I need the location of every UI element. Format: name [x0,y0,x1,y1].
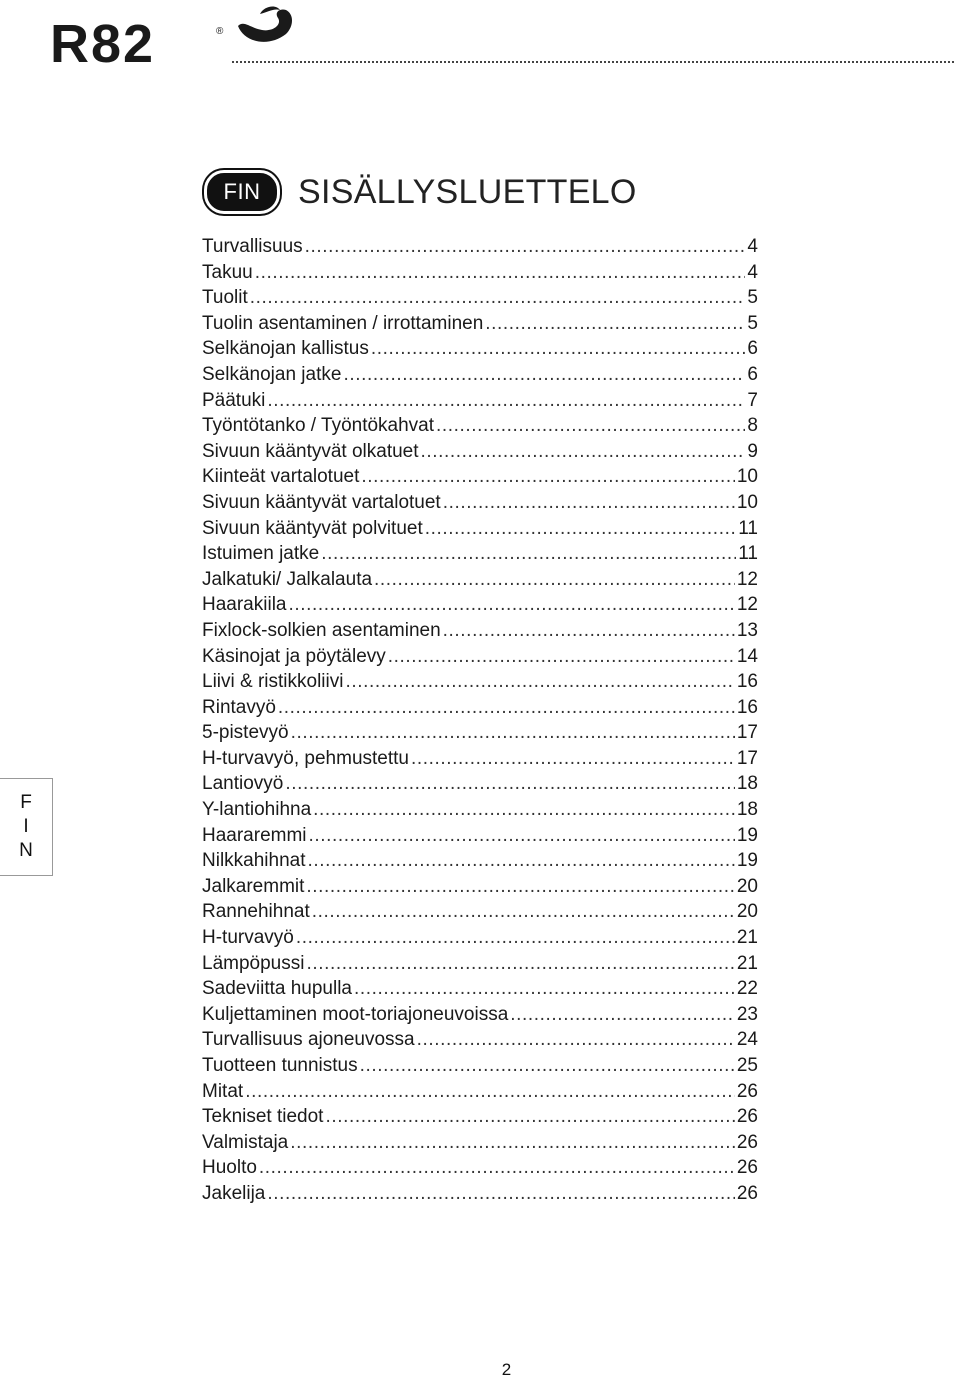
toc-entry-page: 24 [736,1029,758,1051]
toc-entry[interactable] [202,541,758,567]
toc-entry-label: Turvallisuus ajoneuvossa [202,1029,415,1051]
toc-dot-leader [321,541,736,567]
toc-dot-leader [308,848,735,874]
toc-dot-leader [305,234,746,260]
toc-entry[interactable] [202,874,758,900]
toc-dot-leader [312,899,735,925]
table-of-contents [202,234,758,1207]
toc-entry-page: 7 [747,389,758,411]
registered-mark: ® [216,26,224,37]
toc-entry-label: Käsinojat ja pöytälevy [202,645,386,667]
toc-entry-page: 18 [736,773,758,795]
toc-dot-leader [485,311,745,337]
toc-entry-page: 26 [736,1182,758,1204]
r82-logo-graphic [48,4,300,68]
toc-entry-page: 25 [736,1055,758,1076]
toc-entry[interactable] [202,1027,758,1053]
toc-entry[interactable] [202,336,758,362]
toc-entry[interactable] [202,899,758,925]
toc-entry[interactable] [202,234,758,260]
toc-dot-leader [388,644,735,670]
toc-entry-page: 26 [736,1157,758,1179]
toc-entry-page: 21 [736,927,758,949]
toc-dot-leader [510,1002,735,1028]
toc-entry-page: 12 [736,568,758,590]
page-number: 2 [501,1360,512,1379]
toc-entry[interactable] [202,720,758,746]
toc-dot-leader [421,439,746,465]
toc-entry[interactable] [202,439,758,465]
toc-entry[interactable] [202,644,758,670]
toc-entry-label: Huolto [202,1157,257,1179]
language-side-tab [0,778,53,876]
toc-dot-leader [417,1027,735,1053]
toc-entry[interactable] [202,1155,758,1181]
toc-dot-leader [250,285,746,311]
toc-entry-label: Lantiovyö [202,773,284,795]
toc-entry-page: 21 [736,952,758,974]
toc-entry[interactable] [202,1104,758,1130]
toc-entry-page: 20 [736,901,758,923]
toc-entry-page: 19 [736,824,758,846]
toc-dot-leader [425,516,737,542]
toc-entry-label: Haarakiila [202,594,287,616]
toc-entry-label: Sivuun kääntyvät polvituet [202,517,423,539]
toc-entry[interactable] [202,362,758,388]
toc-entry-label: Sivuun kääntyvät vartalotuet [202,491,441,513]
toc-entry-page: 17 [736,747,758,769]
toc-entry[interactable] [202,695,758,721]
toc-dot-leader [291,720,735,746]
side-tab-letter: N [19,840,33,861]
toc-entry-label: Jakelija [202,1182,266,1204]
toc-dot-leader [309,823,735,849]
toc-entry-label: Sivuun kääntyvät olkatuet [202,440,419,462]
toc-entry[interactable] [202,311,758,337]
toc-entry-page: 8 [747,415,758,437]
toc-entry-label: Päätuki [202,389,266,411]
title-row [202,170,637,214]
toc-dot-leader [255,260,746,286]
toc-entry[interactable] [202,464,758,490]
toc-entry[interactable] [202,746,758,772]
r82-logo [48,4,300,68]
toc-entry[interactable] [202,1130,758,1156]
toc-entry-label: Rintavyö [202,696,276,718]
toc-dot-leader [374,567,735,593]
toc-dot-leader [285,771,735,797]
toc-entry-page: 11 [738,517,758,539]
toc-entry-label: Tuotteen tunnistus [202,1055,358,1076]
toc-entry-label: Liivi & ristikkoliivi [202,671,344,693]
toc-entry[interactable] [202,260,758,286]
toc-entry[interactable] [202,1079,758,1105]
toc-entry[interactable] [202,388,758,414]
toc-entry-page: 16 [736,671,758,693]
toc-entry-label: Kuljettaminen moot-toriajoneuvoissa [202,1003,509,1025]
toc-entry[interactable] [202,516,758,542]
toc-dot-leader [278,695,735,721]
toc-entry[interactable] [202,618,758,644]
toc-entry-label: Fixlock-solkien asentaminen [202,619,441,641]
toc-entry-page: 4 [747,261,758,283]
toc-entry-page: 13 [736,619,758,641]
toc-dot-leader [343,362,745,388]
toc-entry-page: 26 [736,1131,758,1153]
toc-entry-label: Tekniset tiedot [202,1106,324,1128]
toc-entry-page: 5 [747,287,758,309]
toc-entry-label: Lämpöpussi [202,952,305,974]
toc-dot-leader [306,874,734,900]
toc-entry-label: Y-lantiohihna [202,799,312,821]
toc-entry-label: H-turvavyö, pehmustettu [202,747,409,769]
toc-dot-leader [325,1104,734,1130]
toc-entry-label: Nilkkahihnat [202,850,306,872]
toc-entry-label: Jalkaremmit [202,875,305,897]
language-badge: FIN [204,170,280,214]
toc-entry-page: 10 [736,466,758,488]
toc-dot-leader [306,951,734,977]
toc-dot-leader [360,1053,735,1079]
toc-entry-page: 23 [736,1003,758,1025]
toc-dot-leader [354,976,735,1002]
toc-entry-label: Mitat [202,1080,244,1102]
logo-wordmark: R82 [50,14,156,68]
side-tab-letter: F [20,792,32,813]
toc-entry[interactable] [202,1002,758,1028]
toc-entry[interactable] [202,490,758,516]
toc-entry-page: 6 [747,338,758,360]
toc-entry[interactable] [202,413,758,439]
toc-entry-label: Jalkatuki/ Jalkalauta [202,568,373,590]
logo-swirl-icon [238,7,292,42]
toc-dot-leader [267,1181,734,1207]
toc-entry-page: 10 [736,491,758,513]
header-dotted-rule [232,61,954,63]
toc-entry[interactable] [202,797,758,823]
toc-entry-label: Takuu [202,261,253,283]
toc-entry-page: 5 [747,312,758,334]
page-title: SISÄLLYSLUETTELO [298,172,637,211]
toc-entry-page: 4 [747,236,758,257]
toc-entry-label: Sadeviitta hupulla [202,978,352,1000]
toc-entry[interactable] [202,285,758,311]
toc-entry-label: Selkänojan jatke [202,363,342,385]
toc-entry-label: Selkänojan kallistus [202,338,369,360]
toc-entry-label: Työntötanko / Työntökahvat [202,415,435,437]
toc-entry-page: 26 [736,1080,758,1102]
toc-entry-page: 22 [736,978,758,1000]
toc-dot-leader [411,746,735,772]
toc-entry[interactable] [202,925,758,951]
toc-entry-page: 19 [736,850,758,872]
toc-entry-page: 14 [736,645,758,667]
side-tab-letter: I [23,816,29,837]
toc-entry-label: 5-pistevyö [202,722,289,744]
toc-entry-label: Rannehihnat [202,901,310,923]
toc-dot-leader [290,1130,735,1156]
toc-dot-leader [436,413,745,439]
toc-entry-page: 18 [736,799,758,821]
toc-entry[interactable] [202,976,758,1002]
toc-dot-leader [288,592,734,618]
toc-entry-page: 17 [736,722,758,744]
toc-entry-label: Tuolin asentaminen / irrottaminen [202,312,484,334]
toc-entry-page: 20 [736,875,758,897]
toc-entry-label: Kiinteät vartalotuet [202,466,360,488]
toc-entry[interactable] [202,1053,758,1079]
toc-entry[interactable] [202,567,758,593]
toc-dot-leader [296,925,735,951]
toc-entry-page: 26 [736,1106,758,1128]
toc-entry[interactable] [202,1181,758,1207]
toc-entry[interactable] [202,848,758,874]
toc-dot-leader [259,1155,735,1181]
toc-entry[interactable] [202,823,758,849]
toc-dot-leader [443,618,735,644]
toc-entry-label: Turvallisuus [202,236,303,257]
toc-dot-leader [245,1079,735,1105]
toc-entry[interactable] [202,951,758,977]
toc-dot-leader [361,464,734,490]
toc-dot-leader [371,336,746,362]
toc-entry[interactable] [202,771,758,797]
toc-entry-page: 11 [738,543,758,565]
toc-entry-label: H-turvavyö [202,927,294,949]
toc-entry-page: 6 [747,363,758,385]
toc-entry-page: 12 [736,594,758,616]
toc-dot-leader [267,388,745,414]
toc-entry[interactable] [202,669,758,695]
toc-entry-label: Istuimen jatke [202,543,320,565]
toc-entry-label: Haararemmi [202,824,307,846]
toc-entry-page: 9 [747,440,758,462]
toc-entry-label: Tuolit [202,287,248,309]
toc-dot-leader [345,669,734,695]
toc-entry[interactable] [202,592,758,618]
toc-dot-leader [313,797,735,823]
toc-entry-label: Valmistaja [202,1131,289,1153]
toc-entry-page: 16 [736,696,758,718]
toc-dot-leader [443,490,735,516]
